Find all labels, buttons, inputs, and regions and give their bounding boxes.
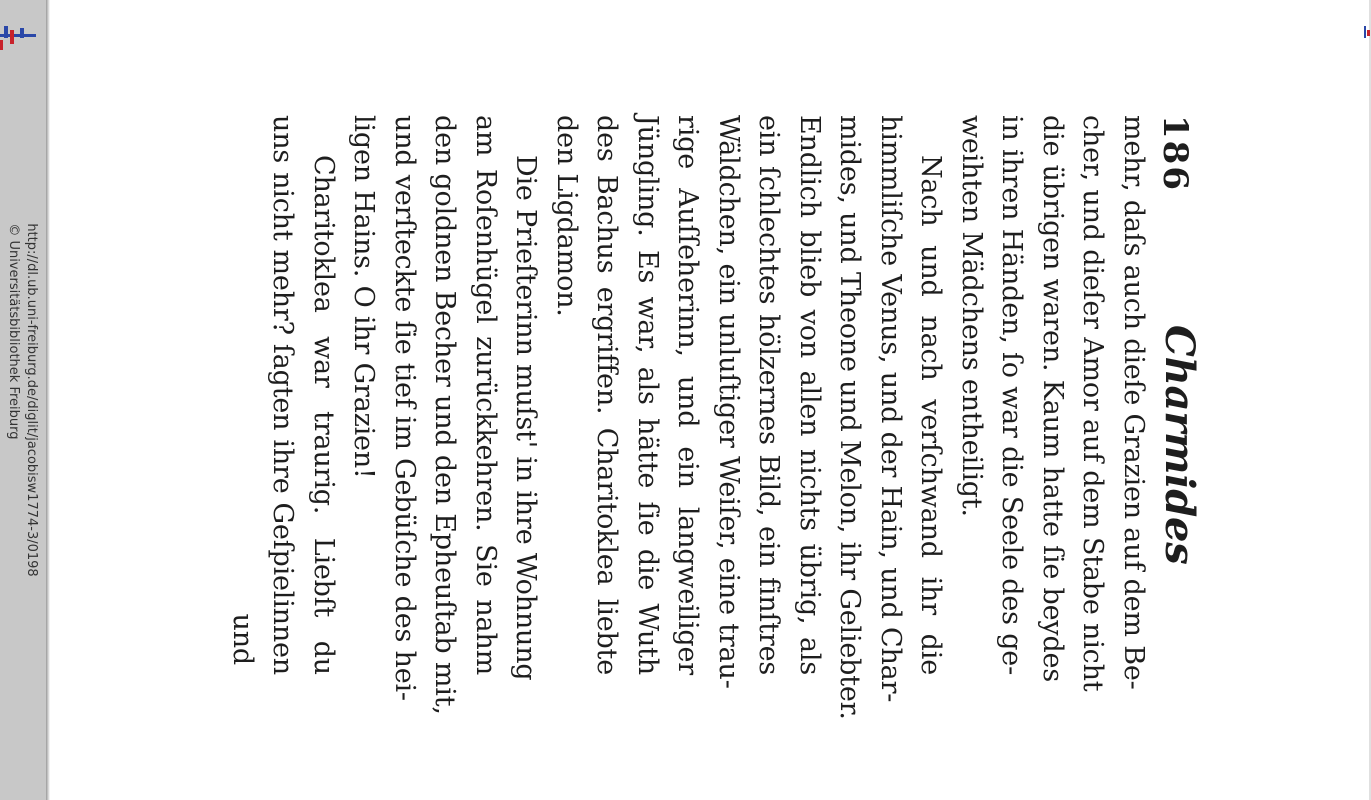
page-header (1153, 115, 1203, 675)
viewer-left-margin (0, 0, 46, 800)
text-line: die übrigen waren. Kaum hatte ſie beydes (1036, 115, 1068, 682)
text-line: Die Prieſterinn muſst' in ihre Wohnung (510, 155, 542, 681)
text-line: in ihren Händen, ſo war die Seele des ge- (996, 115, 1028, 675)
flag-icon (1364, 26, 1370, 38)
text-line: den Ligdamon. (550, 115, 582, 317)
body-text (262, 115, 1153, 720)
text-line: uns nicht mehr? ſagten ihre Geſpielinnen (267, 115, 299, 675)
text-line: Wäldchen, ein unluſtiger Weiſer, eine trau- (712, 115, 744, 689)
page-number: 186 (1154, 115, 1195, 192)
text-line: Jüngling. Es war, als hätte ſie die Wuth (631, 115, 663, 675)
text-line: ligen Hains. O ihr Grazien! (348, 115, 380, 479)
text-line: Nach und nach verſchwand ihr die (915, 155, 947, 675)
scanned-page (221, 115, 1203, 720)
library-logo-icon (0, 22, 40, 52)
source-url[interactable]: http://dl.ub.uni-freiburg.de/diglit/jacobisw1774-3/0198 (24, 223, 39, 577)
text-line: Endlich blieb von allen nichts übrig, als (793, 115, 825, 675)
text-line: weihten Mädchens entheiligt. (955, 115, 987, 517)
text-line: des Bachus ergriffen. Charitoklea liebte (591, 115, 623, 675)
page-edge-shadow (46, 0, 50, 800)
catchword: und (226, 613, 258, 665)
text-line: rige Auſſeherinn, und ein langweiliger (672, 115, 704, 675)
text-line: Charitoklea war traurig. Liebſt du (307, 155, 339, 675)
source-credit (4, 223, 40, 576)
copyright-notice: © Universitätsbibliothek Freiburg (6, 223, 21, 440)
text-line: den goldnen Becher und den Epheuſtab mit, (429, 115, 461, 715)
text-line: ein ſchlechtes hölzernes Bild, ein finſtres (753, 115, 785, 675)
text-line: himmliſche Venus, und der Hain, und Char- (874, 115, 906, 703)
text-line: und verſteckte ſie tief im Gebüſche des hei- (388, 115, 420, 701)
text-line: mides, und Theone und Melon, ihr Geliebter. (834, 115, 866, 720)
text-line: mehr, daſs auch dieſe Grazien auf dem Be- (1117, 115, 1149, 690)
text-line: cher, und dieſer Amor auf dem Stabe nicht (1077, 115, 1109, 692)
running-head: Charmides (1155, 325, 1203, 565)
text-line: am Roſenhügel zurückkehren. Sie nahm (469, 115, 501, 675)
